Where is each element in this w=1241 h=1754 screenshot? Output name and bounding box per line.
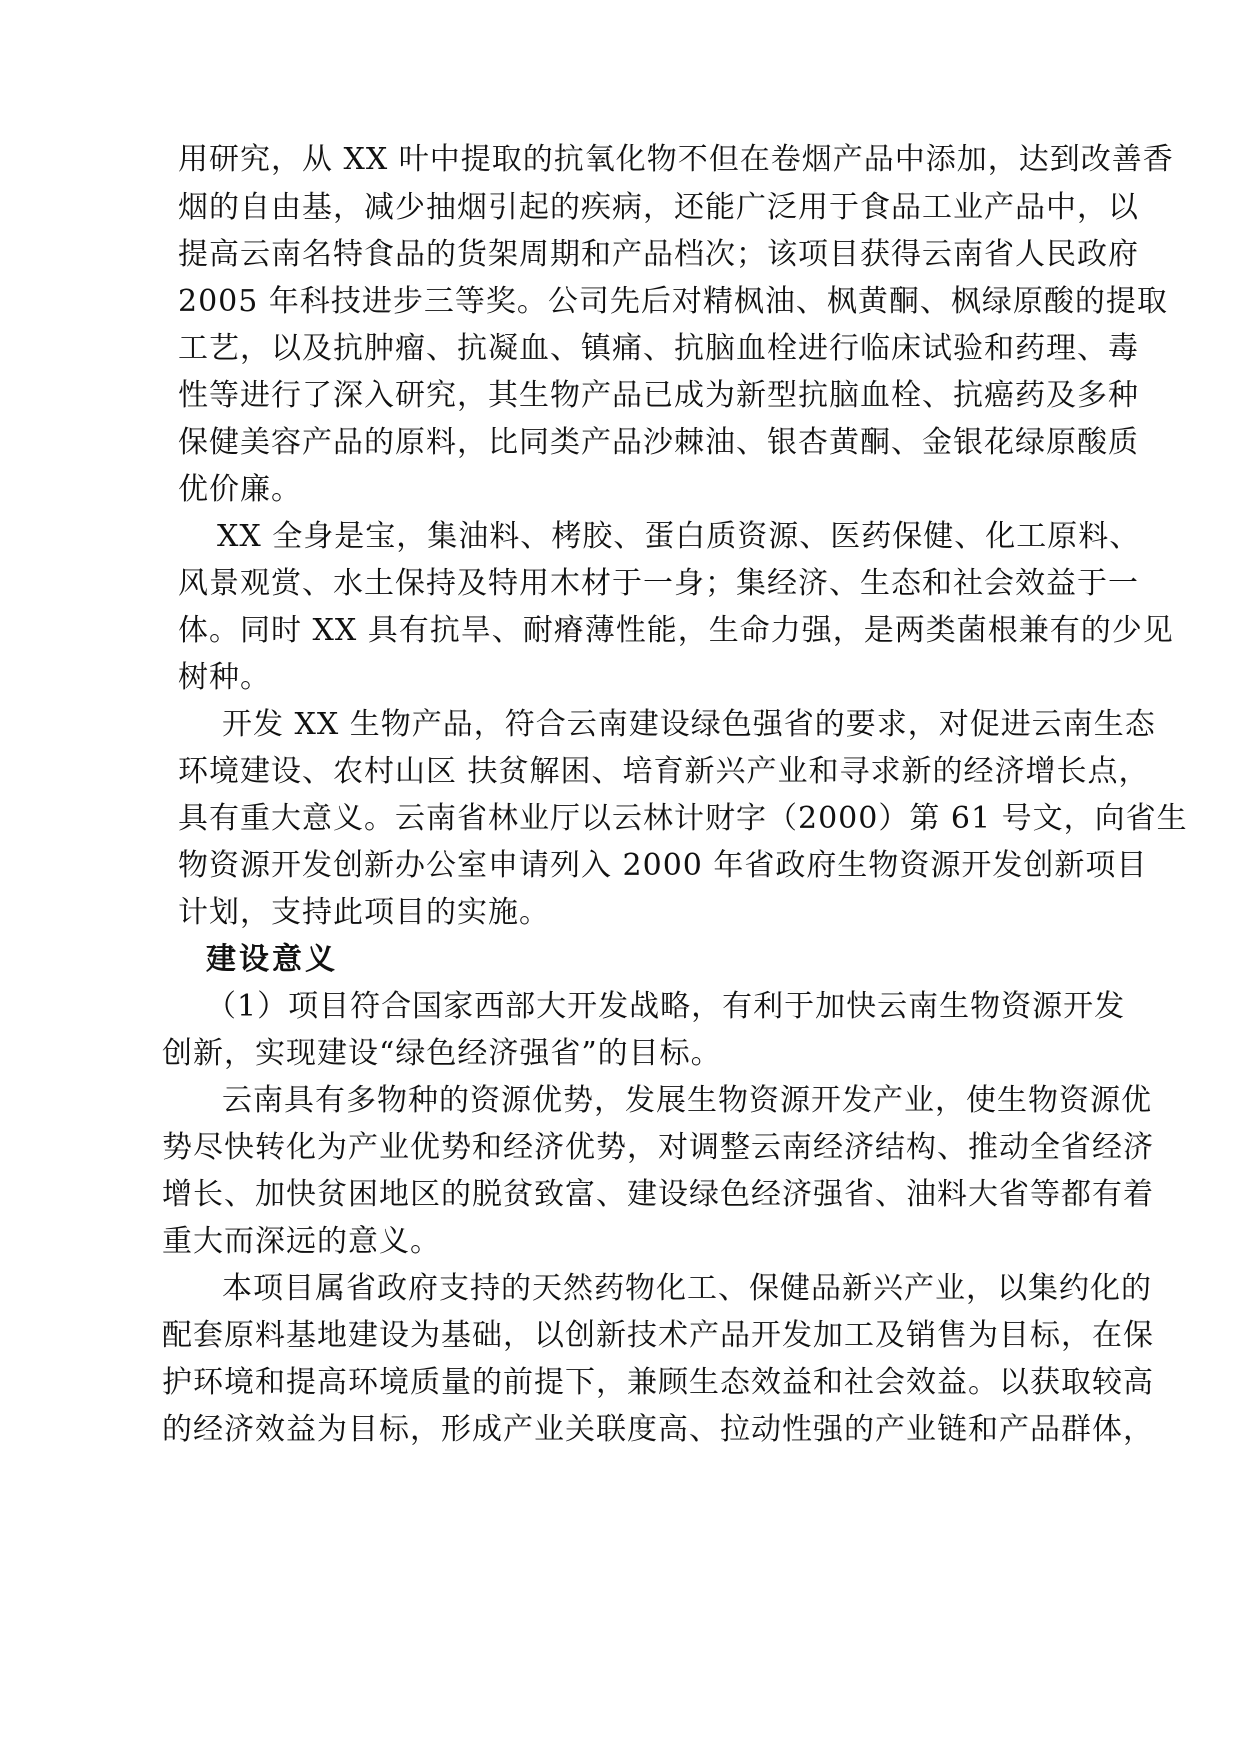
paragraph-line: 计划，支持此项目的实施。 <box>178 895 550 930</box>
paragraph-line: 势尽快转化为产业优势和经济优势，对调整云南经济结构、推动全省经济 <box>162 1130 1154 1165</box>
paragraph-line: 风景观赏、水土保持及特用木材于一身；集经济、生态和社会效益于一 <box>178 566 1139 601</box>
paragraph-line: 的经济效益为目标，形成产业关联度高、拉动性强的产业链和产品群体， <box>162 1412 1154 1447</box>
paragraph-line: 配套原料基地建设为基础，以创新技术产品开发加工及销售为目标，在保 <box>162 1318 1154 1353</box>
paragraph-line: 重大而深远的意义。 <box>162 1224 441 1259</box>
paragraph-line: 用研究，从 XX 叶中提取的抗氧化物不但在卷烟产品中添加，达到改善香 <box>178 142 1174 177</box>
paragraph-line: 烟的自由基，减少抽烟引起的疾病，还能广泛用于食品工业产品中，以 <box>178 190 1139 225</box>
paragraph-line: 保健美容产品的原料，比同类产品沙棘油、银杏黄酮、金银花绿原酸质 <box>178 425 1139 460</box>
paragraph-line: 创新，实现建设“绿色经济强省”的目标。 <box>162 1036 722 1071</box>
paragraph-line: 具有重大意义。云南省林业厅以云林计财字（2000）第 61 号文，向省生 <box>178 801 1188 836</box>
paragraph-line: 护环境和提高环境质量的前提下，兼顾生态效益和社会效益。以获取较高 <box>162 1365 1154 1400</box>
paragraph-line: （1）项目符合国家西部大开发战略，有利于加快云南生物资源开发 <box>206 989 1126 1024</box>
paragraph-line: 提高云南名特食品的货架周期和产品档次；该项目获得云南省人民政府 <box>178 237 1139 272</box>
paragraph-line: 2005 年科技进步三等奖。公司先后对精枫油、枫黄酮、枫绿原酸的提取 <box>178 284 1168 319</box>
paragraph-line: 工艺，以及抗肿瘤、抗凝血、镇痛、抗脑血栓进行临床试验和药理、毒 <box>178 331 1139 366</box>
section-heading: 建设意义 <box>206 942 338 977</box>
paragraph-line: 开发 XX 生物产品，符合云南建设绿色强省的要求，对促进云南生态 <box>222 707 1156 742</box>
paragraph-line: 环境建设、农村山区 扶贫解困、培育新兴产业和寻求新的经济增长点， <box>178 754 1150 789</box>
paragraph-line: 性等进行了深入研究，其生物产品已成为新型抗脑血栓、抗癌药及多种 <box>178 378 1139 413</box>
paragraph-line: 增长、加快贫困地区的脱贫致富、建设绿色经济强省、油料大省等都有着 <box>162 1177 1154 1212</box>
paragraph-line: XX 全身是宝，集油料、栲胶、蛋白质资源、医药保健、化工原料、 <box>217 519 1141 554</box>
paragraph-line: 物资源开发创新办公室申请列入 2000 年省政府生物资源开发创新项目 <box>178 848 1148 883</box>
paragraph-line: 云南具有多物种的资源优势，发展生物资源开发产业，使生物资源优 <box>222 1083 1152 1118</box>
paragraph-line: 体。同时 XX 具有抗旱、耐瘠薄性能，生命力强，是两类菌根兼有的少见 <box>178 613 1174 648</box>
paragraph-line: 优价廉。 <box>178 472 302 507</box>
paragraph-line: 本项目属省政府支持的天然药物化工、保健品新兴产业，以集约化的 <box>222 1271 1152 1306</box>
paragraph-line: 树种。 <box>178 660 271 695</box>
